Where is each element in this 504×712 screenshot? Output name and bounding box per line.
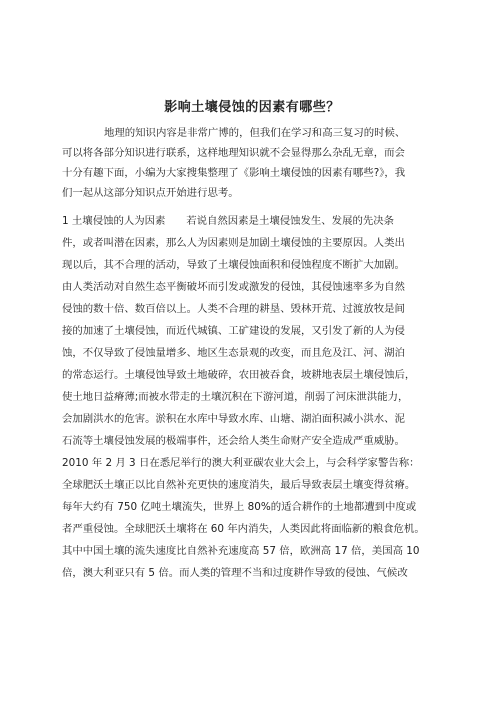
body-line: 每年大约有 750 亿吨土壤流失，世界上 80%的适合耕作的土地都遭到中度或 (62, 501, 417, 513)
intro-line: 可以将各部分知识进行联系，这样地理知识就不会显得那么杂乱无章，而会 (62, 147, 405, 159)
body-line: 者严重侵蚀。全球肥沃土壤将在 60 年内消失，人类因此将面临新的粮食危机。 (62, 523, 425, 535)
intro-line: 地理的知识内容是非常广博的，但我们在学习和高三复习的时候、 (104, 127, 406, 139)
page-title: 影响土壤侵蚀的因素有哪些？ (164, 100, 340, 115)
body-line: 1 土壤侵蚀的人为因素 若说自然因素是土壤侵蚀发生、发展的先决条 (62, 215, 395, 227)
body-line: 的常态运行。土壤侵蚀导致土地破碎，农田被吞食，坡耕地表层土壤侵蚀后， (62, 369, 416, 381)
body-line: 倍，澳大利亚只有 5 倍。而人类的管理不当和过度耕作导致的侵蚀、气候改 (62, 567, 408, 579)
body-line: 全球肥沃土壤正以比自然补充更快的速度消失，最后导致表层土壤变得贫瘠。 (62, 479, 416, 491)
body-line: 会加剧洪水的危害。淤积在水库中导致水库、山塘、湖泊面积减小洪水、泥 (62, 413, 405, 425)
body-line: 由人类活动对自然生态平衡破坏而引发或激发的侵蚀，其侵蚀速率多为自然 (62, 281, 405, 293)
intro-line: 们一起从这部分知识点开始进行思考。 (62, 187, 239, 199)
body-line: 石流等土壤侵蚀发展的极端事件，还会给人类生命财产安全造成严重威胁。 (62, 435, 405, 447)
body-line: 现以后，其不合理的活动，导致了土壤侵蚀面积和侵蚀程度不断扩大加剧。 (62, 259, 405, 271)
body-line: 2010 年 2 月 3 日在悉尼举行的澳大利亚碳农业大会上，与会科学家警告称： (62, 457, 420, 469)
body-line: 其中中国土壤的流失速度比自然补充速度高 57 倍，欧洲高 17 倍，美国高 10 (62, 545, 420, 557)
body-line: 侵蚀的数十倍、数百倍以上。人类不合理的耕垦、毁林开荒、过渡放牧是间 (62, 303, 405, 315)
body-line: 蚀，不仅导致了侵蚀量增多、地区生态景观的改变，而且危及江、河、湖泊 (62, 347, 405, 359)
body-line: 使土地日益瘠薄;而被水带走的土壤沉积在下游河道，削弱了河床泄洪能力， (62, 391, 409, 403)
body-line: 件，或者叫潜在因素，那么人为因素则是加剧土壤侵蚀的主要原因。人类出 (62, 237, 405, 249)
intro-line: 十分有趣下面，小编为大家搜集整理了《影响土壤侵蚀的因素有哪些?》，我 (62, 167, 406, 179)
body-line: 接的加速了土壤侵蚀，而近代城镇、工矿建设的发展，又引发了新的人为侵 (62, 325, 405, 337)
